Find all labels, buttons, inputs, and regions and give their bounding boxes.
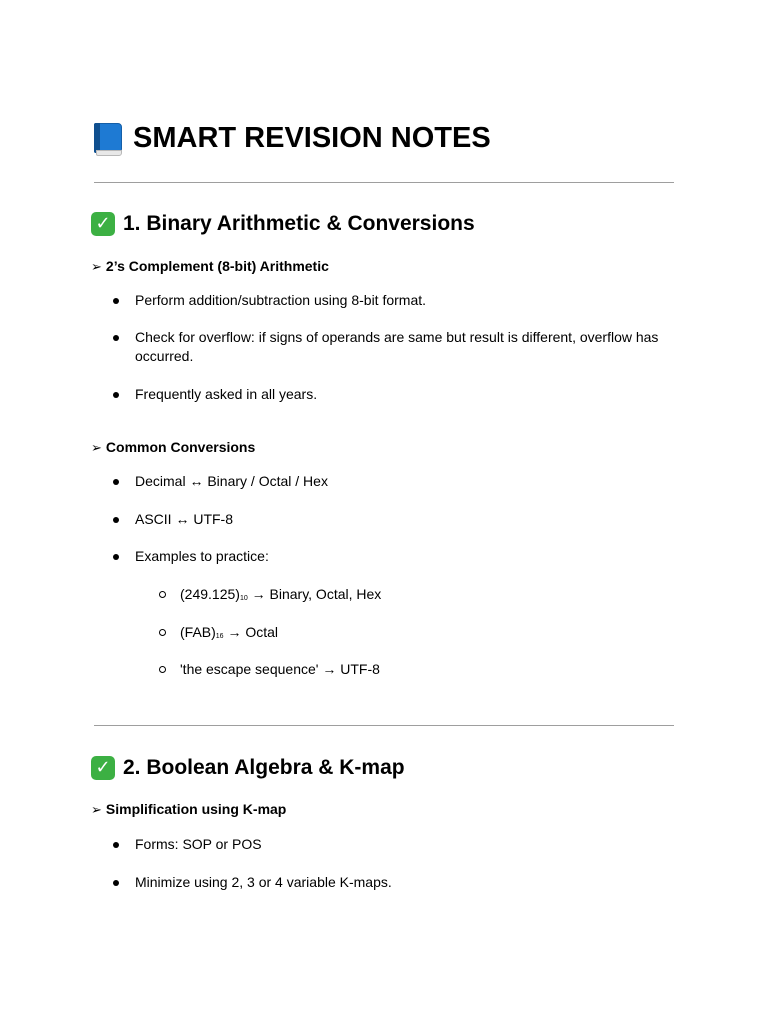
list-item: Examples to practice: (135, 548, 269, 564)
bullet-icon (111, 835, 121, 854)
bullet-icon (111, 510, 121, 529)
section-heading-text: 1. Binary Arithmetic & Conversions (123, 212, 475, 235)
list-item: ASCII ↔ UTF-8 (135, 511, 234, 527)
bullet-icon (111, 472, 121, 491)
subsection-heading-text: Common Conversions (105, 439, 256, 455)
arrow-bullet-icon: ➢ (91, 803, 102, 818)
subsection-heading-text: 2’s Complement (8-bit) Arithmetic (105, 258, 329, 274)
bullet-icon (111, 328, 121, 347)
subsection-heading-twos-complement (91, 258, 329, 275)
list-item: Frequently asked in all years. (135, 386, 318, 402)
hollow-bullet-icon (156, 585, 168, 604)
section-heading-boolean (91, 756, 405, 780)
example-item: (FAB)16 → Octal (180, 624, 279, 640)
check-mark-icon: ✓ (91, 756, 115, 780)
bullet-icon (111, 547, 121, 566)
check-mark-icon: ✓ (91, 212, 115, 236)
subsection-heading-text: Simplification using K-map (105, 801, 287, 817)
example-item: 'the escape sequence' → UTF-8 (180, 661, 380, 677)
bullet-icon (111, 873, 121, 892)
bullet-icon (111, 291, 121, 310)
section-heading-text: 2. Boolean Algebra & K-map (123, 756, 405, 779)
subsection-heading-common-conversions (91, 439, 255, 456)
arrow-bullet-icon: ➢ (91, 441, 102, 456)
divider (94, 725, 674, 726)
section-heading-binary (91, 212, 475, 236)
list-item: Forms: SOP or POS (135, 836, 262, 852)
example-item: (249.125)10 → Binary, Octal, Hex (180, 586, 382, 602)
list-item: Decimal ↔ Binary / Octal / Hex (135, 473, 328, 489)
hollow-bullet-icon (156, 623, 168, 642)
hollow-bullet-icon (156, 660, 168, 679)
blue-book-icon (91, 123, 121, 155)
divider (94, 182, 674, 183)
arrow-bullet-icon: ➢ (91, 260, 102, 275)
list-item: Perform addition/subtraction using 8-bit format. (135, 292, 427, 308)
page-title-text: SMART REVISION NOTES (133, 122, 491, 154)
list-item: Minimize using 2, 3 or 4 variable K-maps. (135, 874, 392, 890)
page-title (91, 122, 491, 155)
subsection-heading-kmap (91, 801, 286, 818)
list-item: Check for overflow: if signs of operands are same but result is different, overflow has occurred. (135, 329, 659, 364)
bullet-icon (111, 385, 121, 404)
